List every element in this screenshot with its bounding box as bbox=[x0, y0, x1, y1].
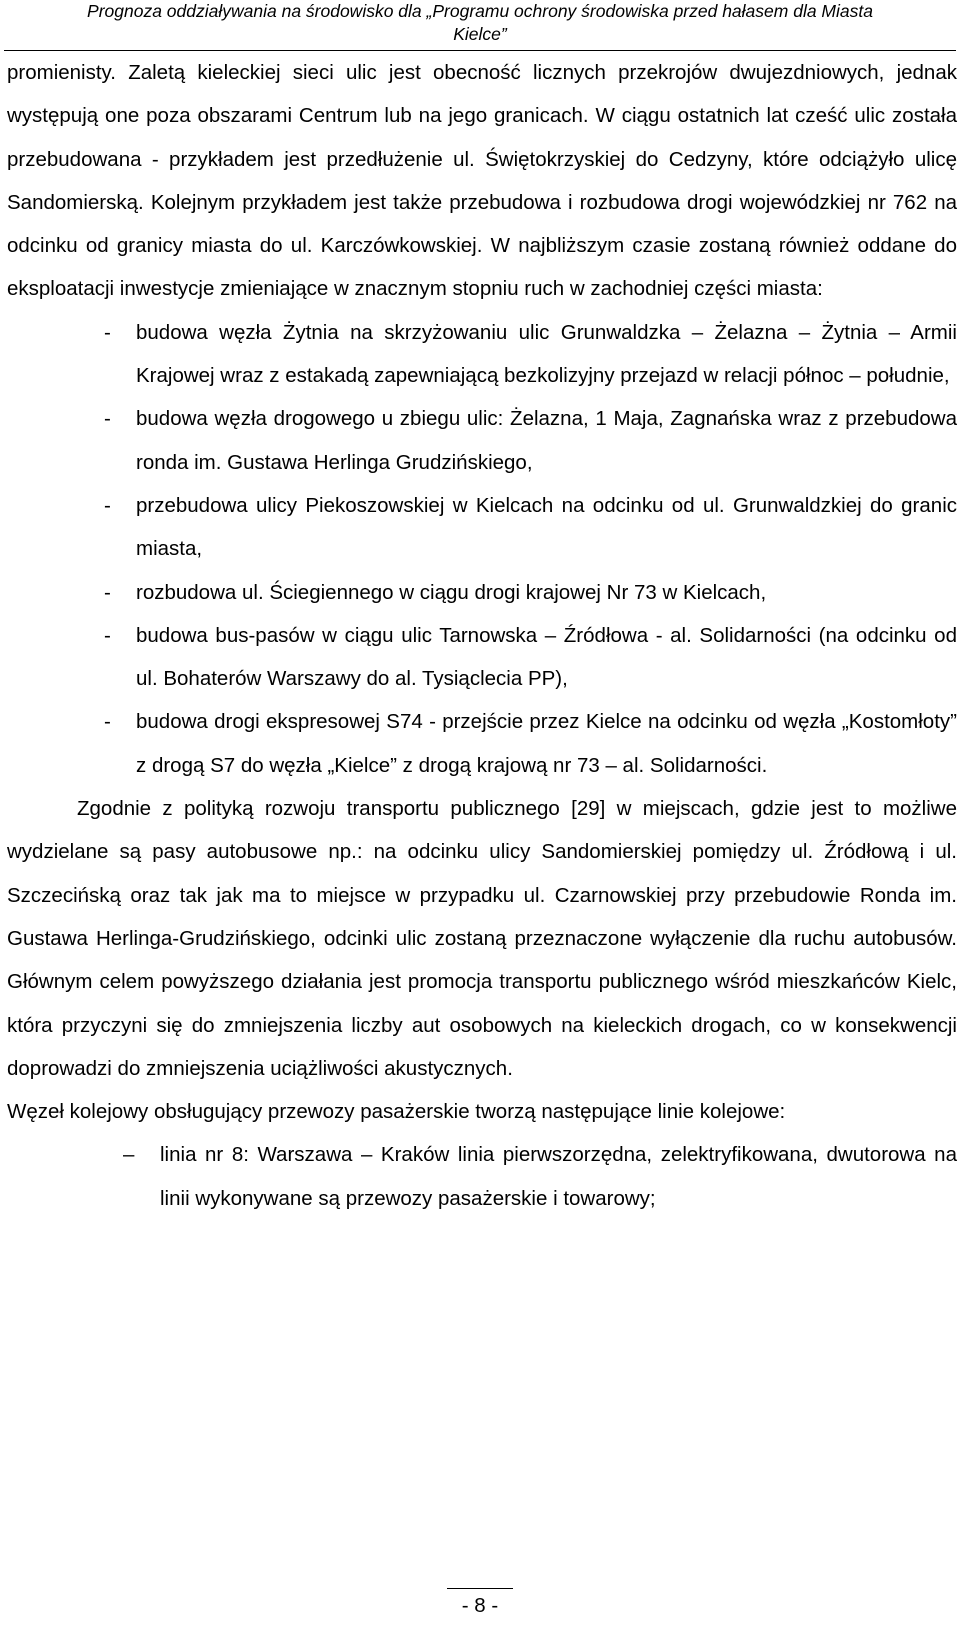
footer-divider bbox=[447, 1588, 513, 1589]
list-item-text: linia nr 8: Warszawa – Kraków linia pierwszorzędna, zelektryfikowana, dwutorowa na linii wykonywane są przewozy pasażerskie i towarowy; bbox=[160, 1143, 957, 1210]
list-item-text: budowa bus-pasów w ciągu ulic Tarnowska – Źródłowa - al. Solidarności (na odcinku od ul. Bohaterów Warszawy do al. Tysiąclecia PP), bbox=[136, 623, 957, 691]
list-dash: - bbox=[104, 623, 111, 647]
list-item bbox=[7, 484, 957, 571]
page-header bbox=[0, 0, 960, 46]
railway-lines-list bbox=[7, 1133, 957, 1220]
list-item bbox=[7, 571, 957, 614]
list-item bbox=[7, 700, 957, 787]
list-item bbox=[7, 614, 957, 701]
list-item-text: budowa drogi ekspresowej S74 - przejście przez Kielce na odcinku od węzła „Kostomłoty” z drogą S7 do węzła „Kielce” z drogą krajową nr 73 – al. Solidarności. bbox=[136, 710, 957, 777]
list-item-text: przebudowa ulicy Piekoszowskiej w Kielcach na odcinku od ul. Grunwaldzkiej do granic miasta, bbox=[136, 493, 957, 561]
list-dash: - bbox=[104, 407, 111, 431]
paragraph-railway-junction: Węzeł kolejowy obsługujący przewozy pasażerskie tworzą następujące linie kolejowe: bbox=[7, 1100, 786, 1124]
header-title-line1: Prognoza oddziaływania na środowisko dla „Programu ochrony środowiska przed hałasem dla Miasta bbox=[87, 1, 873, 21]
list-item-text: rozbudowa ul. Ściegiennego w ciągu drogi krajowej Nr 73 w Kielcach, bbox=[136, 580, 767, 604]
list-dash: – bbox=[123, 1143, 135, 1167]
document-body bbox=[7, 51, 957, 1220]
list-dash: - bbox=[104, 710, 111, 734]
page-number: - 8 - bbox=[461, 1594, 499, 1617]
list-item-text: budowa węzła drogowego u zbiegu ulic: Żelazna, 1 Maja, Zagnańska wraz z przebudowa ronda im. Gustawa Herlinga Grudzińskiego, bbox=[136, 407, 957, 474]
list-dash: - bbox=[104, 320, 111, 344]
paragraph-road-network: promienisty. Zaletą kieleckiej sieci ulic jest obecność licznych przekrojów dwujezdniowych, jednak występują one poza obszarami Centrum lub na jego granicach. W ciągu ostatnich lat cześć ulic została przebudowana - przykładem jest przedłużenie ul. Świętokrzyskiej do Cedzyny, które odciążyło ulicę Sandomierską. Kolejnym przykładem jest także przebudowa i rozbudowa drogi wojewódzkiej nr 762 na odcinku od granicy miasta do ul. Karczówkowskiej. W najbliższym czasie zostaną również oddane do eksploatacji inwestycje zmieniające w znacznym stopniu ruch w zachodniej części miasta: bbox=[7, 61, 957, 301]
list-item bbox=[7, 1133, 957, 1220]
paragraph-public-transport: Zgodnie z polityką rozwoju transportu publicznego [29] w miejscach, gdzie jest to możliwe wydzielane są pasy autobusowe np.: na odcinku ulicy Sandomierskiej pomiędzy ul. Źródłową i ul. Szczecińską oraz tak jak ma to miejsce w przypadku ul. Czarnowskiej przy przebudowie Ronda im. Gustawa Herlinga-Grudzińskiego, odcinki ulic zostaną przeznaczone wyłączenie dla ruchu autobusów. Głównym celem powyższego działania jest promocja transportu publicznego wśród mieszkańców Kielc, która przyczyni się do zmniejszenia liczby aut osobowych na kieleckich drogach, co w konsekwencji doprowadzi do zmniejszenia uciążliwości akustycznych. bbox=[7, 797, 957, 1080]
list-item-text: budowa węzła Żytnia na skrzyżowaniu ulic Grunwaldzka – Żelazna – Żytnia – Armii Krajowej wraz z estakadą zapewniającą bezkolizyjny przejazd w relacji północ – południe, bbox=[136, 320, 957, 388]
investment-list bbox=[7, 311, 957, 787]
list-item bbox=[7, 311, 957, 398]
list-dash: - bbox=[104, 493, 111, 517]
list-dash: - bbox=[104, 580, 111, 604]
header-title-line2: Kielce” bbox=[453, 24, 507, 44]
list-item bbox=[7, 397, 957, 484]
